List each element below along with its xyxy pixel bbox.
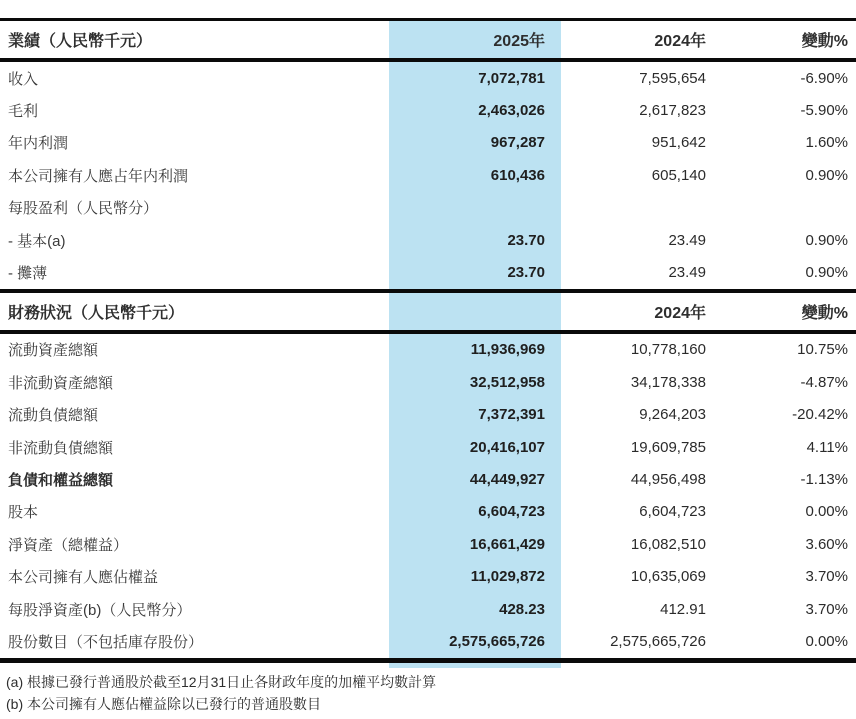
value-2024: 6,604,723 [639,503,706,521]
value-change: 0.90% [805,264,848,282]
table-row [0,127,856,159]
value-change: 10.75% [797,341,848,359]
value-2025: 32,512,958 [469,373,545,391]
row-label: 股本 [8,504,39,522]
value-change: 1.60% [805,134,848,152]
performance-rows [0,62,856,289]
row-label: 本公司擁有人應佔權益 [8,569,159,587]
table-row [0,560,856,592]
row-label: 流動負債總額 [8,407,99,425]
value-change: 0.90% [805,166,848,184]
value-2025: 967,287 [490,134,545,152]
value-2024: 9,264,203 [639,406,706,424]
value-2024: 23.49 [668,231,706,249]
table-row [0,366,856,398]
col-header-change: 變動% [801,304,848,322]
table-bottom-rule [0,658,856,663]
value-2024: 7,595,654 [639,69,706,87]
row-label: 每股淨資產(b)（人民幣分） [8,601,192,619]
value-change: 4.11% [806,438,848,456]
value-2025: 2,463,026 [478,102,545,120]
footnotes [6,671,850,715]
value-2025: 23.70 [507,264,545,282]
row-label: 淨資產（總權益） [8,536,129,554]
value-2025: 20,416,107 [469,438,545,456]
footnote-a: (a) 根據已發行普通股於截至12月31日止各財政年度的加權平均數計算 [6,674,437,690]
value-2025: 6,604,723 [478,503,545,521]
row-label: 收入 [8,70,39,88]
value-change: -4.87% [800,373,848,391]
value-change: 0.90% [805,231,848,249]
value-2025: 44,449,927 [469,470,545,488]
table-row [0,334,856,366]
table-row [0,625,856,657]
section-header-performance [0,21,856,58]
row-label: - 基本(a) [8,232,66,250]
value-2025: 7,372,391 [478,406,545,424]
value-2025: 11,936,969 [470,341,545,359]
row-label: 毛利 [8,103,39,121]
row-label: 負債和權益總額 [8,471,114,489]
value-2024: 2,617,823 [639,102,706,120]
value-change: 0.00% [805,632,848,650]
value-2024: 19,609,785 [630,438,706,456]
section-title-financial-position: 財務狀況（人民幣千元） [8,304,185,322]
table-row [0,159,856,191]
value-change: 3.70% [805,600,848,618]
table-row [0,528,856,560]
row-label: 年内利潤 [8,135,69,153]
col-header-change: 變動% [801,33,848,50]
row-label: - 攤薄 [8,265,48,283]
value-2025: 16,661,429 [469,535,545,553]
value-change: 0.00% [805,503,848,521]
value-2024: 44,956,498 [630,470,706,488]
table-row [0,463,856,495]
value-2024: 951,642 [651,134,706,152]
value-change: -1.13% [800,470,848,488]
value-2025: 428.23 [499,600,545,618]
row-label: 每股盈利（人民幣分） [8,200,159,218]
table-row [0,399,856,431]
value-2024: 23.49 [668,264,706,282]
col-header-2024: 2024年 [654,33,706,50]
value-2025: 7,072,781 [478,69,545,87]
row-label: 非流動負債總額 [8,439,114,457]
value-change: 3.60% [805,535,848,553]
table-row [0,593,856,625]
row-label: 非流動資產總額 [8,374,114,392]
value-change: -20.42% [792,406,848,424]
value-2024: 412.91 [660,600,706,618]
value-2024: 16,082,510 [630,535,706,553]
section-title-performance: 業績（人民幣千元） [8,33,153,50]
row-label: 流動資產總額 [8,342,99,360]
value-2025: 610,436 [490,166,545,184]
table-row [0,192,856,224]
table-row [0,94,856,126]
financial-table [0,18,856,663]
value-change: -6.90% [800,69,848,87]
value-2024: 10,778,160 [630,341,706,359]
row-label: 股份數目（不包括庫存股份） [8,633,204,651]
table-row [0,256,856,288]
value-change: 3.70% [805,568,848,586]
row-label: 本公司擁有人應占年内利潤 [8,167,189,185]
section-header-financial-position [0,293,856,330]
financial-position-rows [0,334,856,658]
col-header-2024: 2024年 [654,304,706,322]
table-row [0,496,856,528]
table-row [0,224,856,256]
value-2024: 605,140 [651,166,706,184]
value-2025: 11,029,872 [470,568,545,586]
value-change: -5.90% [800,102,848,120]
value-2024: 2,575,665,726 [610,632,706,650]
value-2025: 2,575,665,726 [449,632,545,650]
col-header-2025: 2025年 [493,33,545,50]
value-2025: 23.70 [507,231,545,249]
value-2024: 34,178,338 [630,373,706,391]
table-row [0,62,856,94]
table-row [0,431,856,463]
footnote-b: (b) 本公司擁有人應佔權益除以已發行的普通股數目 [6,696,321,712]
value-2024: 10,635,069 [630,568,706,586]
